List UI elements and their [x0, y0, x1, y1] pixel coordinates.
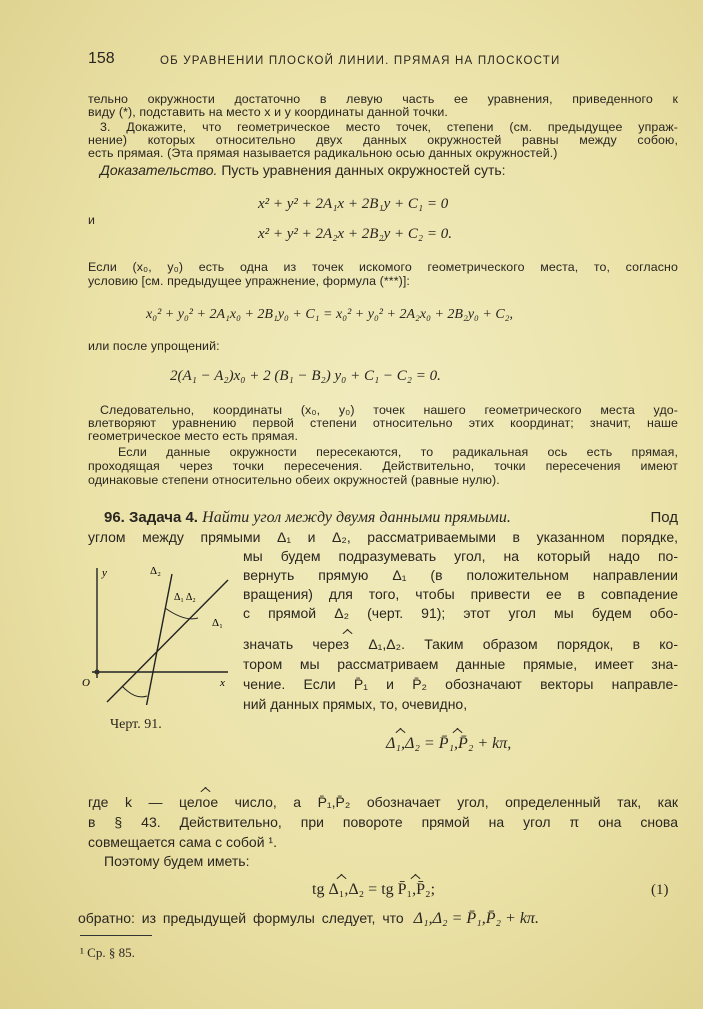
- text-line: чение. Если P̄₁ и P̄₂ обозначают векторы направле-: [243, 676, 678, 692]
- text-line: мы будем подразумевать угол, на который надо по-: [243, 548, 678, 564]
- y-label: y: [102, 567, 107, 579]
- section-number: 96. Задача 4.: [104, 509, 198, 526]
- figure-91-diagram: [80, 560, 245, 705]
- equation-circle-2: x² + y² + 2A₂x + 2B₂y + C₂ = 0.: [258, 226, 452, 242]
- equation-tg: tg Δ₁,Δ₂ = tg P̄₁,P̄₂;: [312, 881, 436, 898]
- text-line: Под: [650, 509, 678, 526]
- angle-label: Δ₁ Δ₂: [174, 592, 196, 603]
- section-heading-row: [104, 509, 678, 527]
- delta1-label: Δ₁: [212, 617, 223, 629]
- text-line: в § 43. Действительно, при повороте прямой на угол π она снова: [88, 814, 678, 830]
- angle-hat-icon: [336, 873, 346, 879]
- text-line: обратно: из предыдущей формулы следует, что: [78, 910, 404, 926]
- angle-hat-icon: [395, 727, 405, 733]
- text-line: 3. Докажите, что геометрическое место точек, степени (см. предыдущее упраж-: [100, 121, 678, 134]
- angle-hat-icon: [342, 628, 352, 634]
- conjunction: и: [88, 213, 96, 227]
- footnote-divider: [80, 935, 152, 936]
- text-line: Поэтому будем иметь:: [104, 853, 250, 869]
- text-line: тельно окружности достаточно в левую часть ее уравнения, приведенного к: [88, 93, 678, 106]
- figure-caption: Черт. 91.: [110, 717, 162, 732]
- text-line: нение) которых относительно двух данных окружностей равны между собою,: [88, 134, 678, 147]
- text-line: Следовательно, координаты (x₀, y₀) точек нашего геометрического места удо-: [100, 404, 678, 417]
- proof-text: Пусть уравнения данных окружностей суть:: [217, 162, 506, 178]
- equation-circle-1: x² + y² + 2A₁x + 2B₁y + C₁ = 0: [258, 196, 449, 212]
- angle-hat-icon: [452, 727, 462, 733]
- section-title: Найти угол между двумя данными прямыми.: [202, 509, 511, 526]
- equation-converse: Δ₁,Δ₂ = P̄₁,P̄₂ + kπ.: [413, 910, 539, 927]
- angle-arc-top: [165, 608, 198, 619]
- origin-label: O: [82, 677, 90, 689]
- angle-arc-bottom: [122, 686, 147, 697]
- text-line: Если (x₀, y₀) есть одна из точек искомого геометрического места, то, согласно: [88, 261, 678, 274]
- footnote: ¹ Ср. § 85.: [80, 945, 135, 960]
- text-line: значать через Δ₁,Δ₂. Таким образом порядок, в ко-: [243, 636, 678, 652]
- x-label: x: [220, 677, 225, 689]
- text-line: влетворяют уравнению первой степени относительно этих координат; значит, наше: [88, 417, 678, 430]
- text-line: вращения) для того, чтобы привести ее в совпадение: [243, 586, 678, 602]
- text-line: совмещается сама с собой ¹.: [88, 834, 277, 850]
- text-line: или после упрощений:: [88, 339, 220, 353]
- text-line: с прямой Δ₂ (черт. 91); этот угол мы будем обо-: [243, 605, 678, 621]
- equation-simplified: 2(A₁ − A₂)x₀ + 2 (B₁ − B₂) y₀ + C₁ − C₂ = 0.: [170, 368, 441, 384]
- running-title: ОБ УРАВНЕНИИ ПЛОСКОЙ ЛИНИИ. ПРЯМАЯ НА ПЛОСКОСТИ: [160, 55, 561, 67]
- proof-label: Доказательство.: [100, 162, 218, 178]
- text-line: ний данных прямых, то, очевидно,: [243, 696, 468, 712]
- text-line: геометрическое место есть прямая.: [88, 429, 299, 443]
- text-line: проходящая через точки пересечения. Действительно, точки пересечения имеют: [88, 460, 678, 473]
- equation-number: (1): [651, 882, 669, 898]
- text-line: тором мы рассматриваем данные прямые, имеет зна-: [243, 656, 678, 672]
- text-line: одинаковые степени относительно обеих окружностей (равные нулю).: [88, 473, 500, 487]
- text-line: условию [см. предыдущее упражнение, формула (***)]:: [88, 274, 410, 288]
- proof-intro: [100, 162, 506, 178]
- equation-long: x₀² + y₀² + 2A₁x₀ + 2B₁y₀ + C₁ = x₀² + y₀² + 2A₂x₀ + 2B₂y₀ + C₂,: [146, 307, 514, 322]
- angle-hat-icon: [410, 873, 420, 879]
- text-line: Если данные окружности пересекаются, то радикальная ось есть прямая,: [118, 446, 678, 459]
- text-line: вернуть прямую Δ₁ (в положительном направлении: [243, 567, 678, 583]
- text-line: где k — целое число, а P̄₁,P̄₂ обозначает угол, определенный так, как: [88, 794, 678, 810]
- text-line: углом между прямыми Δ₁ и Δ₂, рассматриваемыми в указанном порядке,: [88, 529, 678, 545]
- equation-angle: Δ₁,Δ₂ = P̄₁,P̄₂ + kπ,: [386, 735, 512, 752]
- page-number: 158: [88, 50, 115, 67]
- text-line: виду (*), подставить на место x и y координаты данной точки.: [88, 105, 448, 119]
- section-heading: [104, 509, 511, 527]
- angle-hat-icon: [200, 786, 210, 792]
- converse-row: [78, 910, 539, 927]
- text-line: есть прямая. (Эта прямая называется радикальною осью данных окружностей.): [88, 146, 558, 160]
- delta2-label: Δ₂: [150, 565, 161, 577]
